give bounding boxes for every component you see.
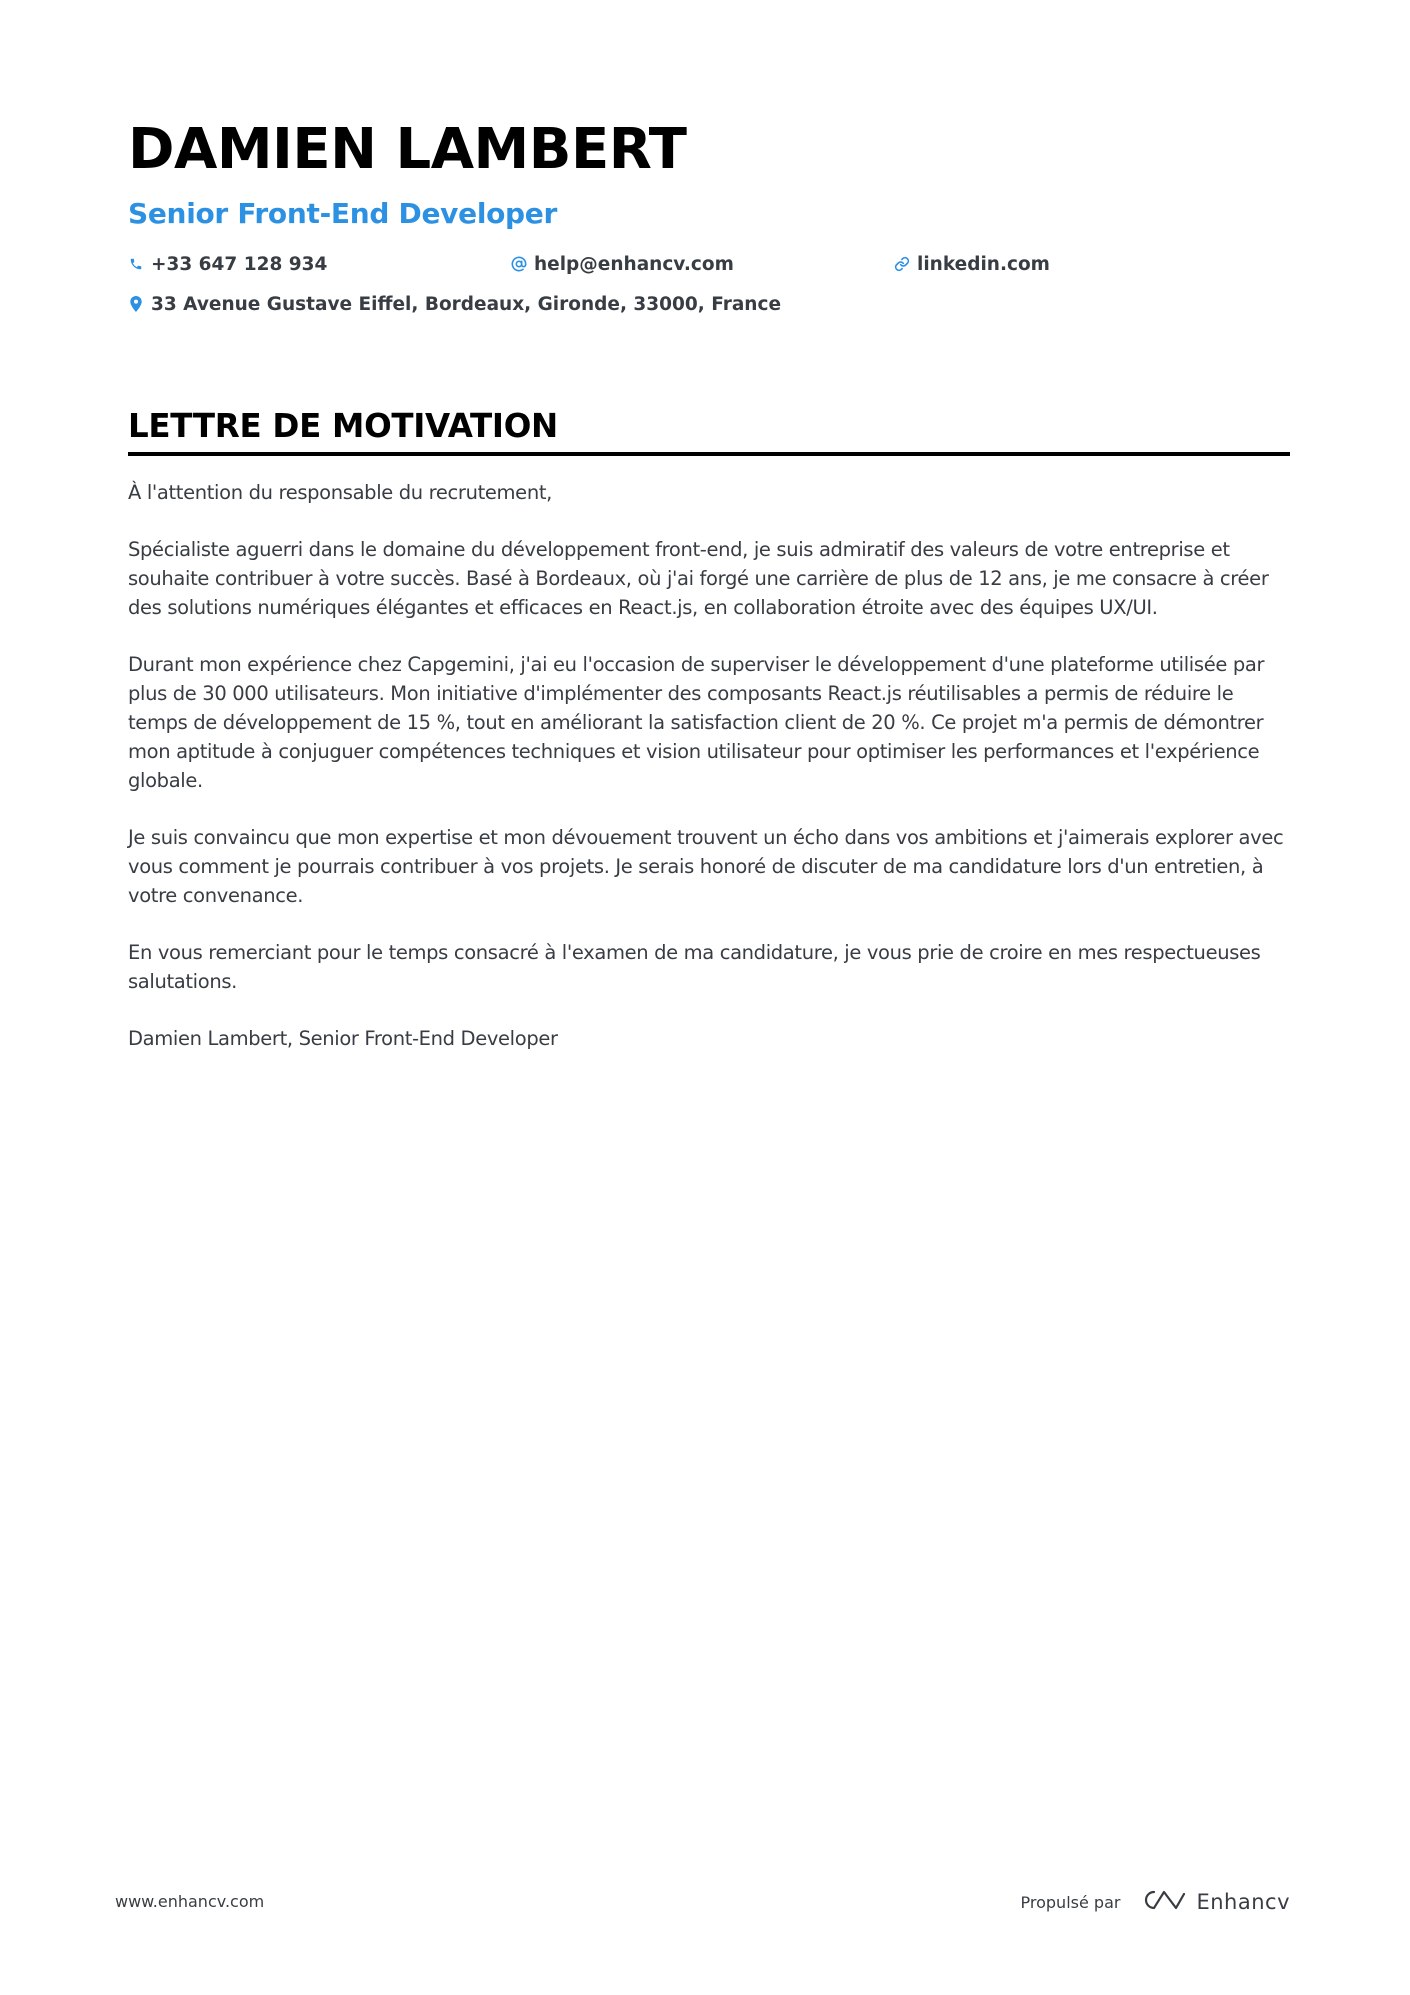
- map-pin-icon: [128, 296, 144, 312]
- page-footer: [0, 1882, 1410, 1922]
- brand-logo[interactable]: [1142, 1888, 1290, 1916]
- link-icon: [894, 256, 910, 272]
- letter-paragraph: Durant mon expérience chez Capgemini, j'ai eu l'occasion de superviser le développement d'une plateforme utilisée par plus de 30 000 utilisateurs. Mon initiative d'implémenter des composants React.js réutilisables a permis de réduire le temps de développement de 15 %, tout en améliorant la satisfaction client de 20 %. Ce projet m'a permis de démontrer mon aptitude à conjuguer compétences techniques et vision utilisateur pour optimiser les performances et l'expérience globale.: [128, 653, 1265, 792]
- brand-name: Enhancv: [1196, 1890, 1290, 1914]
- motivation-section: [128, 404, 1290, 1053]
- contact-phone: [128, 254, 511, 275]
- candidate-name: DAMIEN LAMBERT: [128, 117, 687, 182]
- at-icon: [511, 256, 527, 272]
- address-value: 33 Avenue Gustave Eiffel, Bordeaux, Gironde, 33000, France: [151, 293, 781, 315]
- job-title: Senior Front-End Developer: [128, 197, 558, 230]
- contact-link[interactable]: [894, 254, 1050, 275]
- contact-row-primary: [128, 244, 1290, 284]
- letter-paragraph: Spécialiste aguerri dans le domaine du développement front-end, je suis admiratif des valeurs de votre entreprise et souhaite contribuer à votre succès. Basé à Bordeaux, où j'ai forgé une carrière de plus de 12 ans, je me consacre à créer des solutions numériques élégantes et efficaces en React.js, en collaboration étroite avec des équipes UX/UI.: [128, 538, 1269, 619]
- contact-info: [128, 244, 1290, 324]
- powered-by-label: Propulsé par: [1020, 1892, 1121, 1912]
- letter-closing: En vous remerciant pour le temps consacré à l'examen de ma candidature, je vous prie de croire en mes respectueuses salutations.: [128, 941, 1261, 993]
- contact-email[interactable]: [511, 254, 894, 275]
- email-value: help@enhancv.com: [534, 253, 734, 275]
- section-title: LETTRE DE MOTIVATION: [128, 407, 558, 445]
- powered-by: [1021, 1882, 1290, 1922]
- phone-value: +33 647 128 934: [151, 253, 328, 275]
- letter-signature: Damien Lambert, Senior Front-End Developer: [128, 1027, 558, 1050]
- letter-salutation: À l'attention du responsable du recrutement,: [128, 481, 552, 504]
- phone-icon: [128, 256, 144, 272]
- enhancv-logo-icon: [1142, 1888, 1188, 1916]
- letter-body: [128, 478, 1290, 1053]
- section-divider: [128, 452, 1290, 456]
- contact-row-address: [128, 284, 1290, 324]
- footer-url-link[interactable]: www.enhancv.com: [115, 1892, 265, 1911]
- letter-paragraph: Je suis convaincu que mon expertise et mon dévouement trouvent un écho dans vos ambitions et j'aimerais explorer avec vous comment je pourrais contribuer à vos projets. Je serais honoré de discuter de ma candidature lors d'un entretien, à votre convenance.: [128, 826, 1284, 907]
- cover-letter-page: [128, 108, 1290, 1081]
- contact-address: [128, 294, 781, 315]
- link-value: linkedin.com: [917, 253, 1050, 275]
